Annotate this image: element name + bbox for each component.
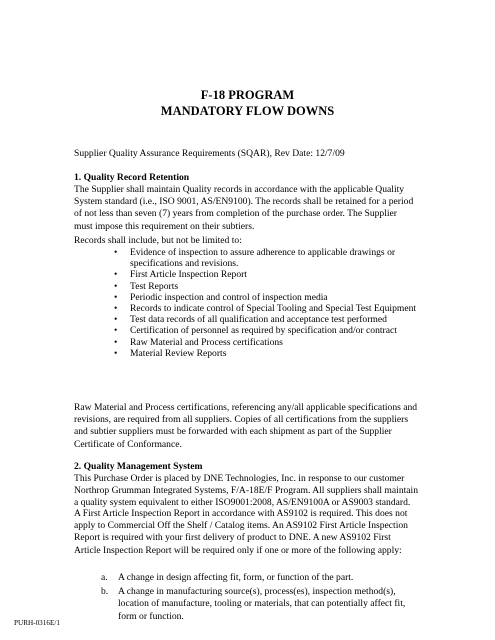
list-item — [110, 348, 416, 359]
condition-text: location of manufacture, tooling or materials, that can potentially affect fit, — [118, 598, 406, 610]
section1-line: must impose this requirement on their subtiers. — [74, 220, 255, 232]
list-item-text: Records to indicate control of Special Tooling and Special Test Equipment — [130, 303, 417, 315]
list-item-text: Raw Material and Process certifications — [130, 336, 283, 348]
list-item — [110, 247, 416, 269]
list-item-text: specifications and revisions. — [130, 258, 239, 270]
section2-line: a quality system equivalent to either ISO9001:2008, AS/EN9100A or AS9003 standard. — [74, 497, 411, 509]
list-item-text: Test Reports — [130, 280, 179, 292]
condition-text: form or function. — [118, 610, 184, 622]
list-item — [110, 281, 416, 292]
condition-text: A change in design affecting fit, form, or function of the part. — [118, 572, 354, 583]
condition-text: A change in manufacturing source(s), process(es), inspection method(s), — [118, 586, 396, 598]
section2-line: This Purchase Order is placed by DNE Technologies, Inc. in response to our customer — [74, 473, 405, 484]
bullet-icon: • — [114, 347, 118, 359]
condition-marker: b. — [101, 586, 109, 598]
section2-heading: 2. Quality Management System — [74, 461, 203, 472]
records-intro: Records shall include, but not be limited to: — [74, 235, 242, 246]
list-item-text: Material Review Reports — [130, 347, 227, 359]
list-item — [110, 269, 416, 280]
raw-material-line: and subtier suppliers must be forwarded with each shipment as part of the Supplier — [74, 426, 392, 438]
list-item-text: First Article Inspection Report — [130, 269, 247, 281]
fai-line: apply to Commercial Off the Shelf / Catalog items. An AS9102 First Article Inspection — [74, 520, 408, 532]
footer-form-code: PURH-0316E/1 — [14, 619, 60, 627]
list-item — [110, 292, 416, 303]
section1-line: of not less than seven (7) years from completion of the purchase order. The Supplier — [74, 208, 397, 220]
condition-item — [101, 572, 405, 584]
bullet-icon: • — [114, 280, 118, 292]
section1-line: The Supplier shall maintain Quality records in accordance with the applicable Quality — [74, 184, 405, 195]
bullet-icon: • — [114, 291, 118, 303]
document-title-line1: F-18 PROGRAM — [200, 88, 295, 102]
bullet-icon: • — [114, 303, 118, 315]
list-item-text: Evidence of inspection to assure adherence to applicable drawings or — [130, 247, 396, 258]
section1-heading: 1. Quality Record Retention — [74, 172, 190, 183]
raw-material-line: Certificate of Conformance. — [74, 438, 182, 450]
conditions-list — [101, 572, 405, 623]
fai-line: Report is required with your first delivery of product to DNE. A new AS9102 First — [74, 532, 391, 544]
condition-marker: a. — [101, 572, 108, 583]
sqar-revision-line: Supplier Quality Assurance Requirements (SQAR), Rev Date: 12/7/09 — [74, 148, 345, 159]
list-item-text: Certification of personnel as required by specification and/or contract — [130, 325, 397, 337]
section1-line: System standard (i.e., ISO 9001, AS/EN9100). The records shall be retained for a period — [74, 196, 414, 208]
section2-line: Northrop Grumman Integrated Systems, F/A-18E/F Program. All suppliers shall maintain — [74, 485, 419, 497]
bullet-icon: • — [114, 336, 118, 348]
list-item-text: Periodic inspection and control of inspection media — [130, 291, 328, 303]
list-item — [110, 325, 416, 336]
fai-line: A First Article Inspection Report in accordance with AS9102 is required. This does not — [74, 508, 408, 519]
bullet-icon: • — [114, 269, 118, 281]
list-item — [110, 303, 416, 314]
list-item — [110, 337, 416, 348]
record-items-list — [110, 247, 416, 359]
condition-item — [101, 586, 405, 623]
raw-material-line: revisions, are required from all suppliers. Copies of all certifications from the suppliers — [74, 414, 409, 426]
list-item — [110, 314, 416, 325]
bullet-icon: • — [114, 247, 118, 258]
bullet-icon: • — [114, 314, 118, 326]
document-title-line2: MANDATORY FLOW DOWNS — [160, 104, 335, 118]
fai-line: Article Inspection Report will be required only if one or more of the following apply: — [74, 544, 402, 556]
list-item-text: Test data records of all qualification and acceptance test performed — [130, 314, 387, 326]
raw-material-line: Raw Material and Process certifications, referencing any/all applicable specifications and — [74, 402, 418, 413]
bullet-icon: • — [114, 325, 118, 337]
